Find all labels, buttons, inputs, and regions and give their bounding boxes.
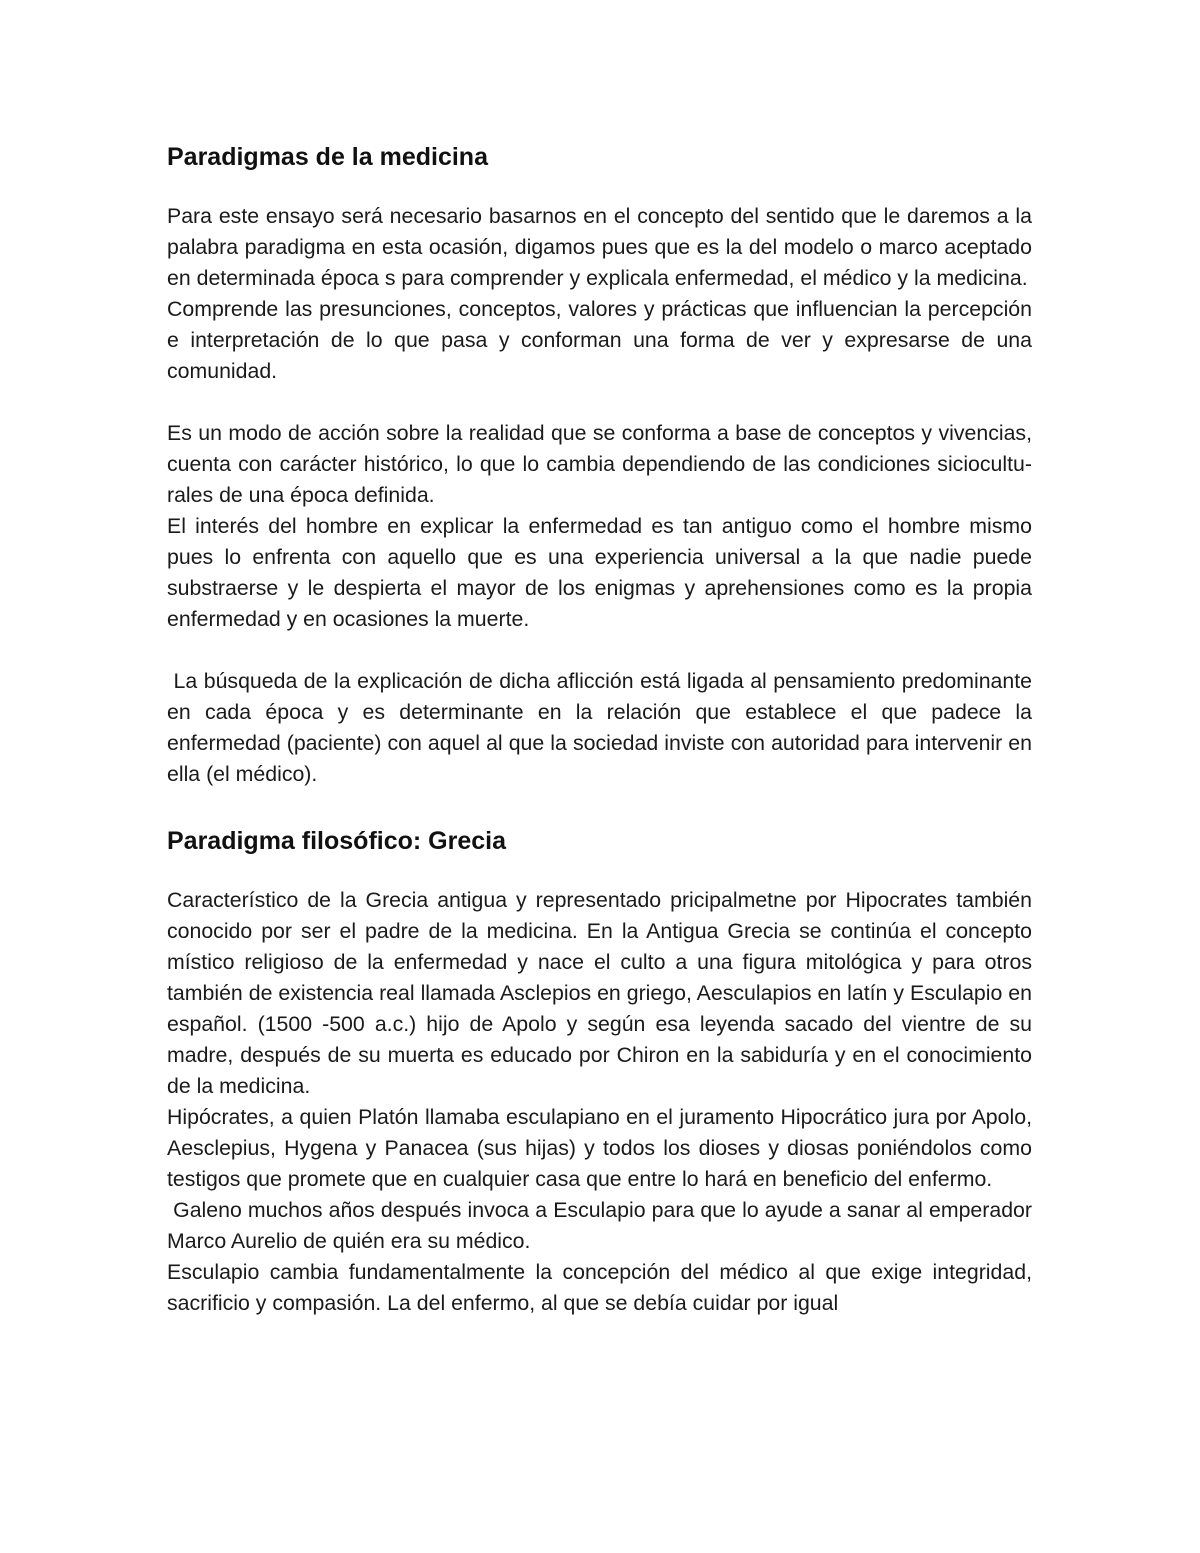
paragraph-gap [167, 387, 1032, 418]
paragraph: Es un modo de acción sobre la realidad que se conforma a base de conceptos y vivencias, cuenta con carácter histórico, lo que lo cambia dependiendo de las condiciones sicioculturales de una época definida. [167, 421, 1032, 507]
paragraph: Para este ensayo será necesario basarnos en el concepto del sentido que le daremos a la palabra paradigma en esta ocasión, digamos pues que es la del modelo o marco aceptado en determinada época s para comprender y explicala enfermedad, el médico y la medicina. [167, 204, 1032, 290]
section-title-paradigmas: Paradigmas de la medicina [167, 143, 488, 171]
document-page [167, 138, 1038, 1319]
paragraph: Comprende las presunciones, conceptos, valores y prácticas que influencian la percepción e interpretación de lo que pasa y conforman una forma de ver y expresarse de una comunidad. [167, 297, 1032, 383]
paragraph: Característico de la Grecia antigua y representado pricipalmetne por Hipocrates también conocido por ser el padre de la medicina. En la Antigua Grecia se continúa el concepto místico religioso de la enfermedad y nace el culto a una figura mitológica y para otros también de existencia real llamada Asclepios en griego, Aesculapios en latín y Esculapio en español. (1500 -500 a.c.) hijo de Apolo y según esa leyenda sacado del vientre de su madre, después de su muerta es educado por Chiron en la sabiduría y en el conocimiento de la medicina. [167, 888, 1032, 1098]
paragraph: Esculapio cambia fundamentalmente la concepción del médico al que exige integridad, sacrificio y compasión. La del enfermo, al que se debía cuidar por igual [167, 1260, 1032, 1315]
paragraph: Galeno muchos años después invoca a Esculapio para que lo ayude a sanar al emperador Marco Aurelio de quién era su médico. [167, 1198, 1038, 1253]
paragraph: La búsqueda de la explicación de dicha aflicción está ligada al pensamiento predominante en cada época y es determinante en la relación que establece el que padece la enfermedad (paciente) con aquel al que la sociedad inviste con autoridad para intervenir en ella (el médico). [167, 669, 1038, 786]
paragraph: El interés del hombre en explicar la enfermedad es tan antiguo como el hombre mismo pues lo enfrenta con aquello que es una experiencia universal a la que nadie puede substraerse y le despierta el mayor de los enigmas y aprehensiones como es la propia enfermedad y en ocasiones la muerte. [167, 514, 1032, 631]
paragraph: Hipócrates, a quien Platón llamaba esculapiano en el juramento Hipocrático jura por Apolo, Aesclepius, Hygena y Panacea (sus hijas) y todos los dioses y diosas poniéndolos como testigos que promete que en cualquier casa que entre lo hará en beneficio del enfermo. [167, 1105, 1032, 1191]
paragraph-gap [167, 635, 1032, 666]
section-title-grecia: Paradigma filosófico: Grecia [167, 827, 506, 855]
